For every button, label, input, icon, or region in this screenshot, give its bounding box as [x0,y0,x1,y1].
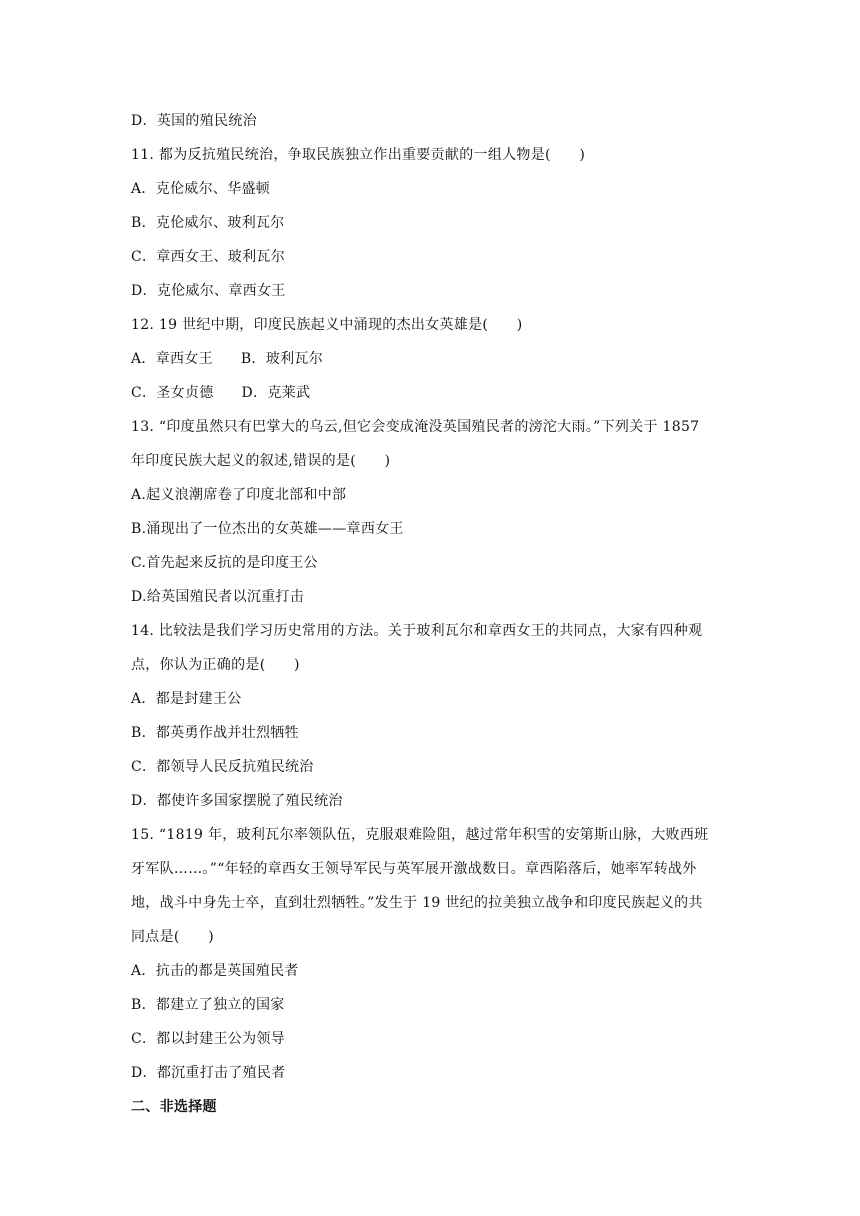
q11-stem: 11. 都为反抗殖民统治，争取民族独立作出重要贡献的一组人物是( ) [131,147,586,163]
q12-option-d: D．克莱武 [241,385,311,401]
q13-option-c: C.首先起来反抗的是印度王公 [131,555,318,571]
q12-options-row-1 [131,342,741,376]
q14-stem-line-1: 14. 比较法是我们学习历史常用的方法。关于玻利瓦尔和章西女王的共同点，大家有四种观 [131,623,703,639]
q13-stem-line-2: 年印度民族大起义的叙述,错误的是( ) [131,453,391,469]
q15-stem-line-1: 15. “1819 年，玻利瓦尔率领队伍，克服艰难险阻，越过常年积雪的安第斯山脉，大败西班 [131,827,709,843]
question-content [131,104,741,1124]
q11-option-b: B．克伦威尔、玻利瓦尔 [131,215,285,231]
q15-option-c: C．都以封建王公为领导 [131,1031,286,1047]
q13-option-b: B.涌现出了一位杰出的女英雄——章西女王 [131,521,404,537]
q12-options-row-2 [131,376,741,410]
q13-option-d: D.给英国殖民者以沉重打击 [131,589,305,605]
q12-option-b: B．玻利瓦尔 [240,351,324,367]
q14-option-b: B．都英勇作战并壮烈牺牲 [131,725,299,741]
q15-option-b: B．都建立了独立的国家 [131,997,285,1013]
q14-stem-line-2: 点，你认为正确的是( ) [131,657,300,673]
q10-option-d: D．英国的殖民统治 [131,113,257,129]
q15-option-a: A．抗击的都是英国殖民者 [131,963,299,979]
q12-option-c: C．圣女贞德 [131,385,214,401]
q15-stem-line-2: 牙军队……。”“年轻的章西女王领导军民与英军展开激战数日。章西陷落后，她率军转战外 [131,861,697,877]
q14-option-c: C．都领导人民反抗殖民统治 [131,759,314,775]
q11-option-a: A．克伦威尔、华盛顿 [131,181,271,197]
q13-option-a: A.起义浪潮席卷了印度北部和中部 [131,487,347,503]
q14-option-a: A．都是封建王公 [131,691,242,707]
q15-stem-line-4: 同点是( ) [131,929,215,945]
q12-stem: 12. 19 世纪中期，印度民族起义中涌现的杰出女英雄是( ) [131,317,523,333]
q12-option-a: A．章西女王 [131,351,213,367]
q13-stem-line-1: 13. “印度虽然只有巴掌大的乌云,但它会变成淹没英国殖民者的滂沱大雨。”下列关于 1857 [131,419,700,435]
section-title-non-choice: 二、非选择题 [131,1099,217,1115]
q11-option-c: C．章西女王、玻利瓦尔 [131,249,286,265]
q11-option-d: D．克伦威尔、章西女王 [131,283,286,299]
q15-option-d: D．都沉重打击了殖民者 [131,1065,286,1081]
q15-stem-line-3: 地，战斗中身先士卒，直到壮烈牺牲。”发生于 19 世纪的拉美独立战争和印度民族起义的共 [131,895,703,911]
q14-option-d: D．都使许多国家摆脱了殖民统治 [131,793,343,809]
